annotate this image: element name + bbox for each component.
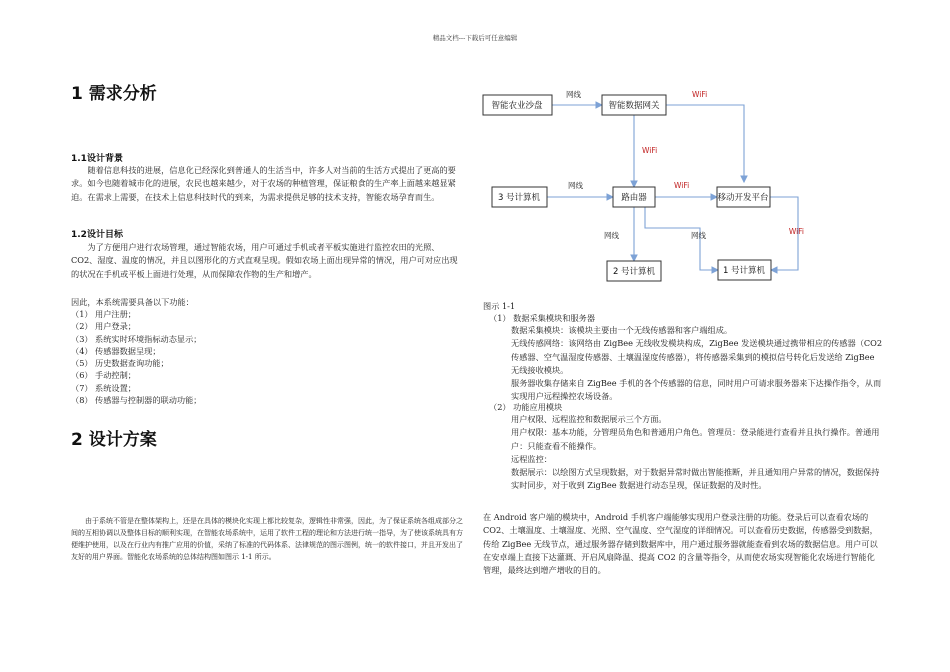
edge-gateway-mobile xyxy=(666,105,744,182)
label-wifi-mid: WiFi xyxy=(642,146,658,155)
section-2-title: 2 设计方案 xyxy=(71,430,157,450)
module-1-line: 数据采集模块：该模块主要由一个无线传感器和客户端组成。 xyxy=(511,325,733,335)
module-2-body xyxy=(511,413,883,493)
module-2-line: 数据展示：以绘图方式呈现数据，对于数据异常时做出智能推断，并且通知用户异常的情况，数据保持实时同步，对于收到 ZigBee 数据进行动态呈现，保证数据的及时性。 xyxy=(511,467,880,491)
functions-list xyxy=(71,308,201,406)
node-mobile-label: 移动开发平台 xyxy=(717,193,769,203)
system-architecture-diagram xyxy=(470,80,810,295)
node-sandtable-label: 智能农业沙盘 xyxy=(491,101,543,111)
functions-intro: 因此，本系统需要具备以下功能： xyxy=(71,297,194,307)
label-wire-left: 网线 xyxy=(568,181,583,190)
module-2-title: （2） 功能应用模块 xyxy=(489,402,563,412)
list-item: （7） 系统设置； xyxy=(71,382,136,393)
label-wire-bottom-right: 网线 xyxy=(691,231,706,240)
module-2-line: 用户权限：基本功能，分管理员角色和普通用户角色。管理员：登录能进行查看并且执行操作。普通用户：只能查看不能操作。 xyxy=(511,427,880,451)
section-2-text: 由于系统不管是在整体架构上，还是在具体的模块化实现上都比较复杂，逻辑性非常强，因此，为了保证系统各组成部分之间的互相协调以及整体目标的顺利实现，在智能农场系统中，运用了软件工程的理论和方法进行统一指导，为了使该系统具有方便维护使用，以及在行业内有推广应用的价值，采纳了标准的代码体系、法律规范的图示图例，统一的软件接口，并且开发出了友好的用户界面。智能化农场系统的总体结构图如图示 1-1 所示。 xyxy=(71,517,463,561)
android-module-text: 在 Android 客户端的模块中，Android 手机客户端能够实现用户登录注册的功能。登录后可以查看农场的 CO2、土壤温度、土壤湿度、光照、空气温度、空气湿度的详细情况。可以查看历史数据，传感器受到数据，传给 ZigBee 无线节点，通过服务器存储到数据库中，用户通过服务器就能查看到农场的数据信息。用户可以在安卓端上直接下达灌溉、开启风扇降温、提高 CO2 的含量等指令，从而使农场实现智能化农场进行智能化管理，最终达到增产增收的目的。 xyxy=(483,512,878,576)
list-item: （3） 系统实时环境指标动态显示； xyxy=(71,333,202,344)
page-header: 精品文档---下载后可任意编辑 xyxy=(432,34,518,42)
node-gateway-label: 智能数据网关 xyxy=(608,101,660,111)
module-1-title: （1） 数据采集模块和服务器 xyxy=(489,313,596,323)
node-pc3-label: 3 号计算机 xyxy=(497,193,541,203)
list-item: （5） 历史数据查询功能； xyxy=(71,358,169,369)
label-wire-bottom-left: 网线 xyxy=(604,231,619,240)
module-1-line: 无线传感网络：该网络由 ZigBee 无线收发模块构成，ZigBee 发送模块通过携带相应的传感器（CO2 传感器、空气温湿度传感器、土壤温湿度传感器），将传感器采集到的模拟信号转化后发送给 ZigBee 无线接收模块。 xyxy=(511,338,883,375)
list-item: （4） 传感器数据呈现； xyxy=(71,345,161,356)
node-pc1-label: 1 号计算机 xyxy=(722,266,766,276)
label-wifi-far-right: WiFi xyxy=(788,227,804,236)
section-1-title: 1 需求分析 xyxy=(71,84,157,104)
label-wire-top: 网线 xyxy=(566,90,581,99)
section-1-2-text: 为了方便用户进行农场管理，通过智能农场，用户可通过手机或者平板实施进行监控农田的光照、CO2、湿度、温度的情况，并且以图形化的方式直观呈现。假如农场上面出现异常的情况，用户可对应出现的状况在手机或平板上面进行处理，从而保障农作物的生产和增产。 xyxy=(71,242,458,279)
label-wifi-top: WiFi xyxy=(692,90,708,99)
node-pc2-label: 2 号计算机 xyxy=(612,267,656,277)
section-1-1-title: 1.1设计背景 xyxy=(71,154,123,164)
module-2-line: 用户权限、远程监控和数据展示三个方面。 xyxy=(511,414,667,424)
list-item: （6） 手动控制； xyxy=(71,370,136,381)
module-1-line: 服务器收集存储来自 ZigBee 手机的各个传感器的信息，同时用户可请求服务器来下达操作指令，从而实现用户远程操控农场设备。 xyxy=(511,378,882,402)
list-item: （1） 用户注册； xyxy=(71,309,136,319)
node-router-label: 路由器 xyxy=(621,193,647,203)
list-item: （2） 用户登录； xyxy=(71,321,136,332)
section-1-2-title: 1.2设计目标 xyxy=(71,230,123,240)
module-2-line: 远程监控： xyxy=(511,453,552,464)
figure-caption: 图示 1-1 xyxy=(483,301,516,311)
module-1-body xyxy=(511,324,883,404)
label-wifi-right: WiFi xyxy=(674,181,690,190)
section-1-1-text: 随着信息科技的进展，信息化已经深化到普通人的生活当中，许多人对当前的生活方式提出了更高的要求。如今也随着城市化的进展，农民也越来越少，对于农场的种植管理，保证粮食的生产率上面越来越显紧迫。在需求上需要，在技术上信息科技时代的到来，为需求提供足够的技术支持，智能农场孕育而生。 xyxy=(71,165,456,202)
list-item: （8） 传感器与控制器的联动功能； xyxy=(71,395,202,406)
